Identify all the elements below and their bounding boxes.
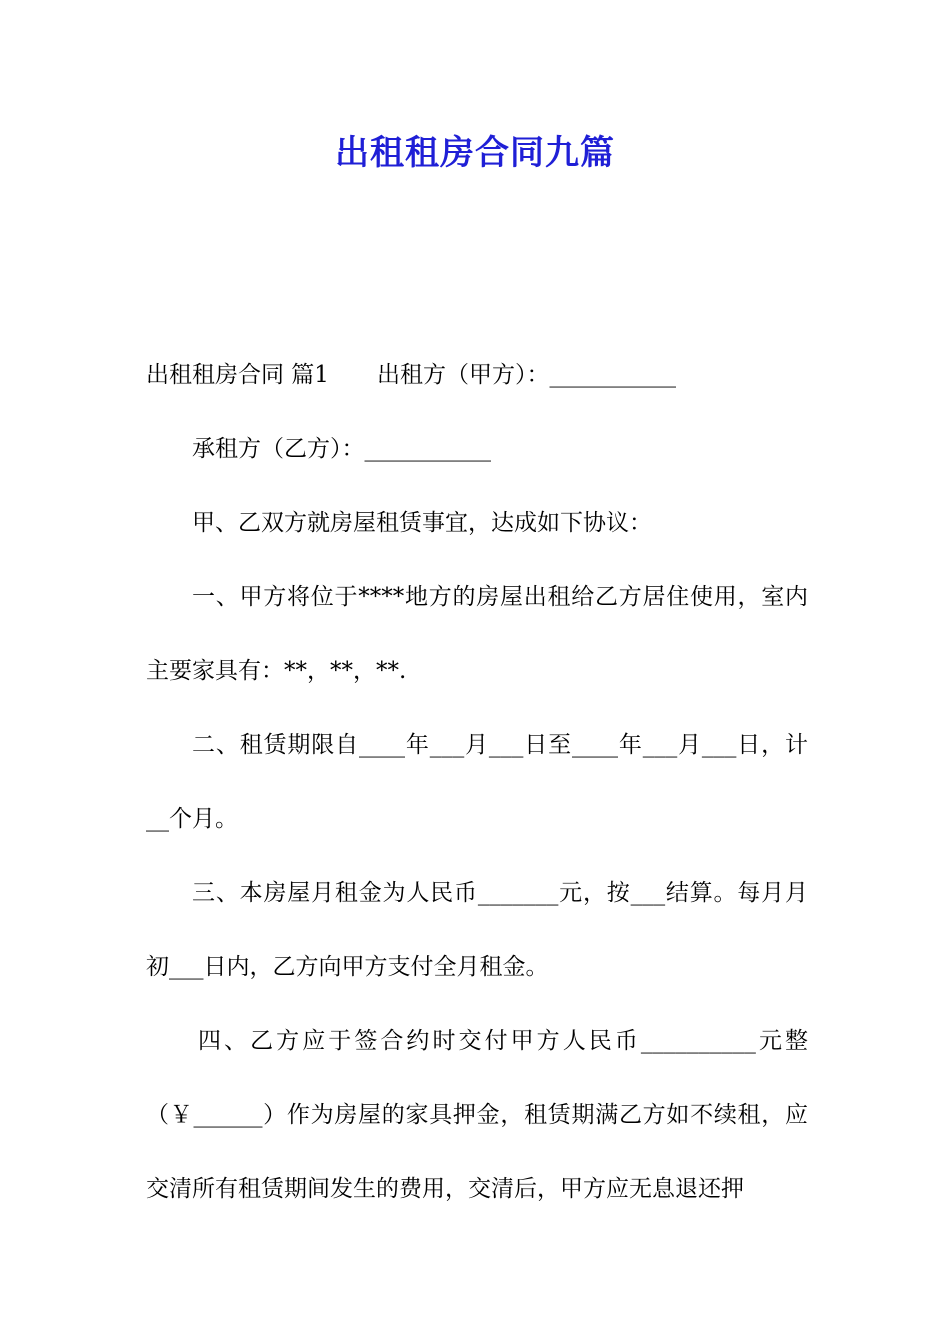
paragraph-clause-4: 四、乙方应于签合约时交付甲方人民币__________元整（￥______）作为房屋的家具押金，租赁期满乙方如不续租，应交清所有租赁期间发生的费用，交清后，甲方应无息退还押 [146,1028,808,1202]
paragraph-clause-1: 一、甲方将位于****地方的房屋出租给乙方居住使用，室内主要家具有：**，**，**. [146,584,808,684]
document-title: 出租租房合同九篇 [335,133,615,173]
contract-section-label: 出租租房合同 篇1 [146,362,329,388]
paragraph-header [146,338,808,412]
document-body [146,338,808,1226]
paragraph-lessee: 承租方（乙方）：___________ [192,436,491,462]
lessor-field: 出租方（甲方）：___________ [376,362,676,388]
paragraph-clause-2: 二、租赁期限自____年___月___日至____年___月___日，计__个月。 [146,732,808,832]
paragraph-clause-3: 三、本房屋月租金为人民币_______元，按___结算。每月月初___日内，乙方向甲方支付全月租金。 [146,880,808,980]
paragraph-agreement-intro: 甲、乙双方就房屋租赁事宜，达成如下协议： [192,510,652,536]
